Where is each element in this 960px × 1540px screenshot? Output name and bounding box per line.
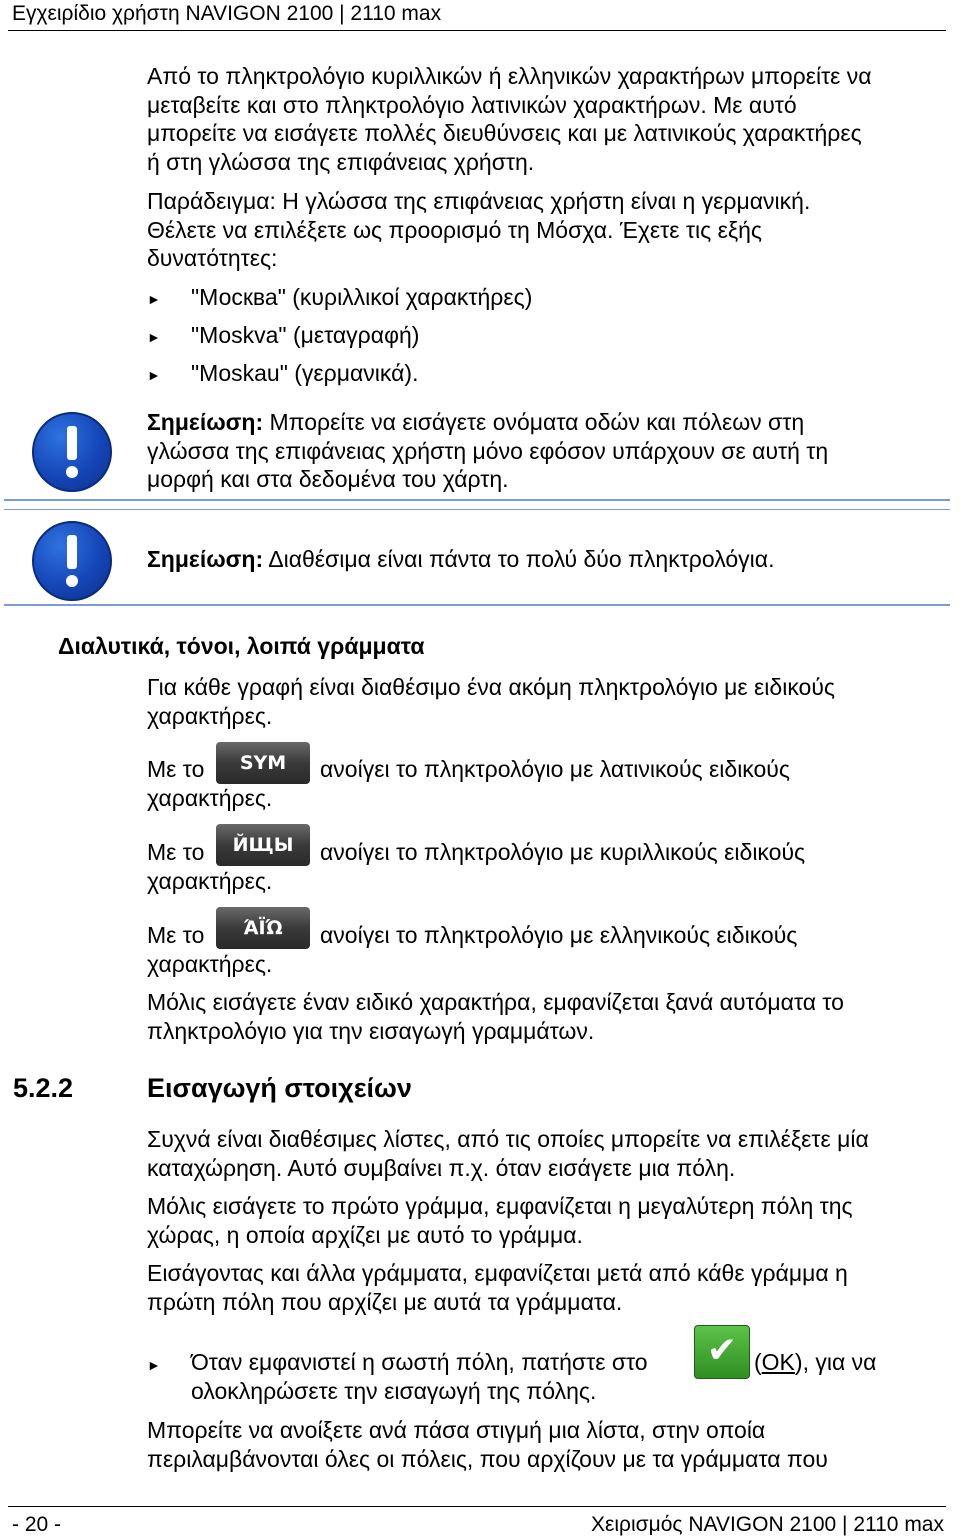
note-2	[147, 545, 947, 574]
warning-icon	[32, 412, 112, 492]
cyrillic-key-button: ЙЩЫ	[216, 824, 310, 866]
greek-key-button: ΆΪΏ	[216, 907, 310, 949]
ok-label: OK	[761, 1349, 795, 1375]
diacritics-intro: Για κάθε γραφή είναι διαθέσιμο ένα ακόμη πληκτρολόγιο με ειδικούς χαρακτήρες.	[147, 674, 836, 729]
note-label: Σημείωση:	[147, 409, 264, 435]
row-prefix: Με το	[147, 756, 205, 782]
header-rule	[8, 30, 946, 31]
row-suffix: χαρακτήρες.	[147, 868, 273, 894]
ok-check-icon: ✔	[694, 1325, 750, 1379]
bullet-arrow-icon: ►	[147, 367, 161, 383]
row-text: ανοίγει το πληκτρολόγιο με λατινικούς ειδικούς	[320, 756, 790, 782]
sym-key-button: SYM	[216, 742, 310, 784]
intro-paragraph-1: Από το πληκτρολόγιο κυριλλικών ή ελληνικών χαρακτήρων μπορείτε να μεταβείτε και στο πληκτρολόγιο λατινικών χαρακτήρων. Με αυτό μπορείτε να εισάγετε πολλές διευθύνσεις και με λατινικούς χαρακτήρες ή στη γλώσσα της επιφάνειας χρήστη.	[147, 63, 872, 175]
row-prefix: Με το	[147, 922, 205, 948]
bullet-arrow-icon: ►	[147, 291, 161, 307]
note-1	[147, 408, 947, 494]
row-text: ανοίγει το πληκτρολόγιο με ελληνικούς ειδικούς	[320, 922, 798, 948]
bullet-arrow-icon: ►	[147, 329, 161, 345]
bullet-item: "Moskau" (γερμανικά).	[191, 360, 419, 386]
intro-paragraph-2: Παράδειγμα: Η γλώσσα της επιφάνειας χρήστη είναι η γερμανική. Θέλετε να επιλέξετε ως προορισμό τη Μόσχα. Έχετε τις εξής δυνατότητες:	[147, 188, 811, 271]
footer-rule	[8, 1506, 946, 1507]
section-paragraph-4: Μπορείτε να ανοίξετε ανά πάσα στιγμή μια λίστα, στην οποία περιλαμβάνονται όλες οι πόλεις, που αρχίζουν με τα γράμματα που	[147, 1417, 828, 1472]
section-paragraph-2: Μόλις εισάγετε το πρώτο γράμμα, εμφανίζεται η μεγαλύτερη πόλη της χώρας, η οποία αρχίζει με αυτό το γράμμα.	[147, 1193, 853, 1248]
row-suffix: χαρακτήρες.	[147, 785, 273, 811]
bullet-text-line2: ολοκληρώσετε την εισαγωγή της πόλης.	[191, 1378, 597, 1404]
row-prefix: Με το	[147, 839, 205, 865]
note-text: Διαθέσιμα είναι πάντα το πολύ δύο πληκτρολόγια.	[263, 546, 775, 572]
note-label: Σημείωση:	[147, 546, 264, 572]
note-divider	[4, 509, 950, 510]
note-text: Μπορείτε να εισάγετε ονόματα οδών και πόλεων στη γλώσσα της επιφάνειας χρήστη μόνο εφόσον υπάρχουν σε αυτή τη μορφή και στα δεδομένα του χάρτη.	[147, 409, 829, 492]
section-number: 5.2.2	[13, 1073, 74, 1103]
section-title: Εισαγωγή στοιχείων	[147, 1073, 412, 1103]
section-paragraph-3: Εισάγοντας και άλλα γράμματα, εμφανίζεται μετά από κάθε γράμμα η πρώτη πόλη που αρχίζει με αυτά τα γράμματα.	[147, 1260, 848, 1315]
warning-icon	[32, 521, 112, 601]
bullet-end: ), για να	[794, 1349, 877, 1375]
note-divider	[4, 604, 950, 606]
note-divider	[4, 499, 950, 501]
bullet-item: "Москва" (κυριλλικοί χαρακτήρες)	[191, 284, 533, 310]
bullet-text-end	[754, 1349, 876, 1376]
subheading: Διαλυτικά, τόνοι, λοιπά γράμματα	[58, 633, 425, 659]
section-paragraph-1: Συχνά είναι διαθέσιμες λίστες, από τις οποίες μπορείτε να επιλέξετε μία καταχώρηση. Αυτό συμβαίνει π.χ. όταν εισάγετε μια πόλη.	[147, 1126, 869, 1181]
bullet-item: "Moskva" (μεταγραφή)	[191, 322, 420, 348]
bullet-arrow-icon: ►	[147, 1357, 161, 1373]
row-suffix: χαρακτήρες.	[147, 951, 273, 977]
row-text: ανοίγει το πληκτρολόγιο με κυριλλικούς ειδικούς	[320, 839, 806, 865]
running-header: Εγχειρίδιο χρήστη NAVIGON 2100 | 2110 max	[12, 2, 442, 25]
running-footer: Χειρισμός NAVIGON 2100 | 2110 max	[591, 1513, 944, 1536]
diacritics-closing: Μόλις εισάγετε έναν ειδικό χαρακτήρα, εμφανίζεται ξανά αυτόματα το πληκτρολόγιο για την εισαγωγή γραμμάτων.	[147, 989, 844, 1044]
bullet-text: Όταν εμφανιστεί η σωστή πόλη, πατήστε στο	[191, 1349, 648, 1375]
page-number: - 20 -	[12, 1513, 62, 1536]
paren-open: (	[754, 1349, 762, 1375]
